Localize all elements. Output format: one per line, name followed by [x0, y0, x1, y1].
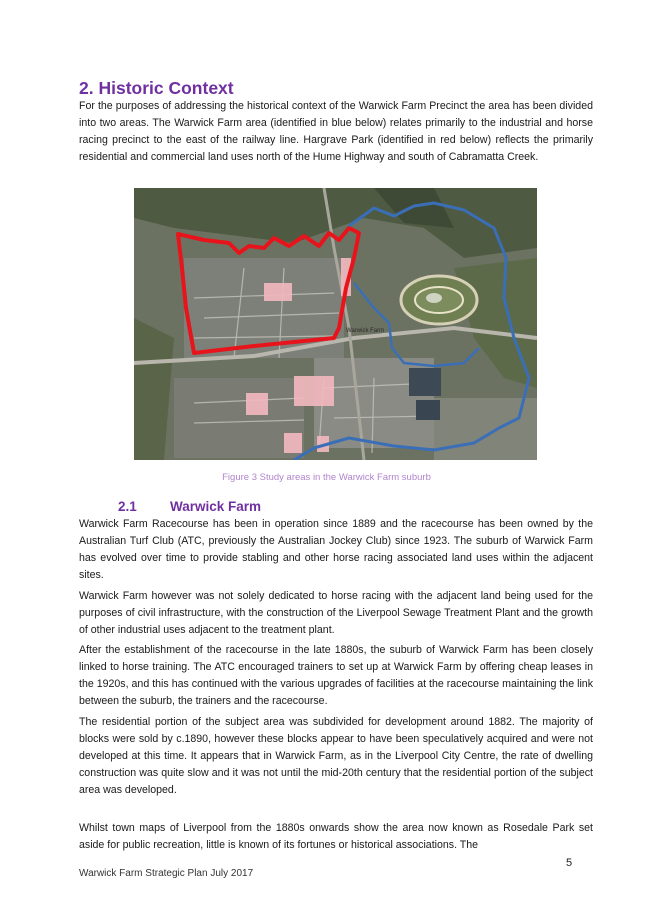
paragraph: Whilst town maps of Liverpool from the 1880s onwards show the area now known as Rosedale Park set aside for public recreation, little is known of its fortunes or historical associations. The: [79, 822, 593, 851]
subsection-title: Warwick Farm: [170, 499, 262, 514]
paragraph: The residential portion of the subject area was subdivided for development around 1882. The majority of blocks were sold by c.1890, however these blocks appear to have been speculatively acquired and were not developed at this time. It appears that in Warwick Farm, as in the Liverpool City Centre, the rate of dwelling construction was quite slow and it was not until the mid-20th century that the residential portion of the subject area was developed.: [79, 716, 593, 796]
subsection-heading: [118, 499, 261, 514]
paragraph: After the establishment of the racecourse in the late 1880s, the suburb of Warwick Farm has been closely linked to horse training. The ATC encouraged trainers to set up at Warwick Farm by offering cheap leases in the 1920s, and this has continued with the various upgrades of facilities at the racecourse maintaining the link between the suburb, the trainers and the racecourse.: [79, 644, 593, 707]
intro-paragraph: For the purposes of addressing the historical context of the Warwick Farm Precinct the area has been divided into two areas. The Warwick Farm area (identified in blue below) relates primarily to the industrial and horse racing precinct to the east of the railway line. Hargrave Park (identified in red below) reflects the primarily residential and commercial land uses north of the Hume Highway and south of Cabramatta Creek.: [79, 100, 593, 163]
figure-caption: Figure 3 Study areas in the Warwick Farm suburb: [222, 472, 431, 483]
page-number: 5: [566, 857, 573, 869]
page-footer: Warwick Farm Strategic Plan July 2017: [79, 868, 254, 879]
map-place-label: Warwick Farm: [346, 328, 385, 334]
section-heading: 2. Historic Context: [79, 78, 234, 98]
paragraph: Warwick Farm however was not solely dedicated to horse racing with the adjacent land being used for the purposes of civil infrastructure, with the construction of the Liverpool Sewage Treatment Plant and the growth of other industrial uses adjacent to the treatment plant.: [79, 590, 593, 636]
subsection-number: 2.1: [118, 499, 137, 514]
aerial-map-image: [134, 188, 537, 460]
paragraph: Warwick Farm Racecourse has been in operation since 1889 and the racecourse has been owned by the Australian Turf Club (ATC, previously the Australian Jockey Club) since 1923. The suburb of Warwick Farm has evolved over time to provide stabling and other horse racing associated land uses within the adjacent sites.: [79, 518, 593, 581]
study-area-map: [134, 188, 537, 460]
